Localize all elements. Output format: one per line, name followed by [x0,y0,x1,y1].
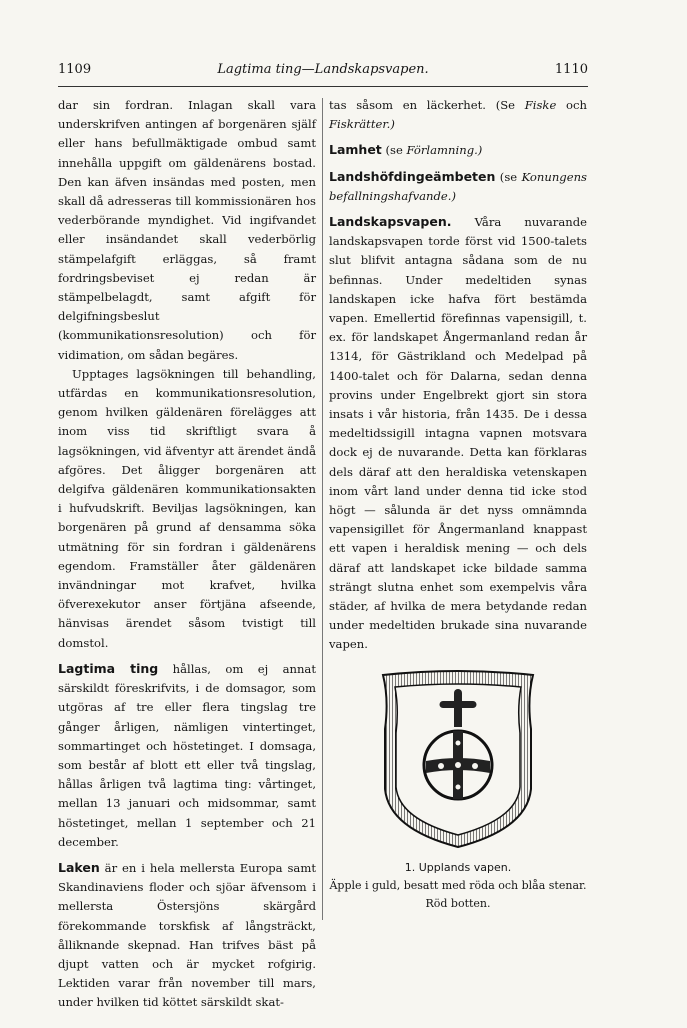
left-column [58,96,316,1013]
paragraph-upptages: Upptages lagsökningen till behandling, utfärdas en kommunikationsresolution, genom hvilken gäldenären föreläggеs att inom viss tid skriftligt svara å lagsökningen, vid äfventyr att ärendet ändå afgöres. Det åligger borgenären att delgifva gäldenären kommunikationsakten i hufvudskrift. Beviljas lagsökningen, kan borgenären på grund af densamma söka utmätning för sin fordran i gäldenärens egendom. Framställer åter gäldenären invändningar mot krafvet, hvilka öfverexekutor anser förtjäna afseende, hänvisas ärendet såsom tvistigt till domstol. [58,366,316,650]
continuation-text: tas såsom en läckerhet. (Se [329,98,525,112]
entry-lamhet [329,140,587,160]
entry-lagtima-ting [58,659,316,852]
entry-head-laken: Laken [58,859,100,875]
ref-forlamning: Förlamning.) [406,143,483,158]
entry-pre-lamhet: (se [381,143,407,158]
header-rule [58,86,588,87]
entry-head-landskapsvapen: Landskapsvapen. [329,214,452,230]
continuation-mid: och [556,98,587,112]
entry-head-lamhet: Lamhet [329,142,382,158]
entry-text-landskapsvapen: Våra nuvarande landskapsvapen torde först vid 1500-talets slut blifvit antagna sådana som de nu befinnas. Under medeltiden synas landskapen icke hafva fört bestämda vapen. Emellertid förefinnas vapensigill, t. ex. för landskapet Ångermanland redan år 1314, för Gästrikland och Medelpad på 1400-talet och för Dalarna, sedan denna provins under Engelbrekt gjort sin stora insats i vår historia, från 1435. De i dessa medeltidssigill intagna vapnen motsvara dock ej de nuvarande. Detta kan förklaras dels däraf att den heraldiska vetenskapen inom vårt land under denna tid icke stod högt — sålunda är det nyss omnämnda vapensigillet för Ångermanland knappast ett vapen i heraldisk mening — och dels däraf att landskapet icke bildade samma strängt slutna enhet som exempelvis våra städer, af hvilka de mera betydande redan under medeltiden brukade sina nuvarande vapen. [329,215,587,652]
running-title: Lagtima ting—Landskapsvapen. [217,62,429,77]
entry-laken [58,858,316,1013]
entry-landshofdingeambeten [329,167,587,206]
ref-konungens-befallningshafvande: Konungens befallningshafvande.) [329,169,587,203]
paragraph-inlagan: dar sin fordran. Inlagan skall vara underskrifven antingen af borgenären själf eller hans befullmäktigade ombud samt innehålla uppgift om gäldenärens bostad. Den kan äfven insändas med posten, men skall då adresseras till kommissionären hos vederbörande myndighet. Vid ingifvandet eller insändandet skall vederbörlig stämpelafgift erläggas, så framt fordringsbeviset ej redan är stämpelbelagdt, samt afgift för delgifningsbeslut (kommunikationsresolution) och för vidimation, om sådan begäres. [58,98,316,362]
entry-text-lagtima-ting: hållas, om ej annat särskildt föreskrifvits, i de domsagor, som utgöras af tre eller flera tingslag tre gånger årligen, nämligen vintertinget, sommartinget och höstetinget. I domsaga, som består af blott ett eller två tingslag, hållas årligen två lagtima ting: vårtinget, mellan 13 januari och midsommar, samt höstetinget, mellan 1 september och 21 december. [58,661,316,849]
figure-caption-title: 1. Upplands vapen. [404,860,512,874]
entry-text-laken: är en i hela mellersta Europa samt Skandinaviens floder och sjöar äfvensom i mellersta Östersjöns skärgård förekommande torskfisk af långsträckt, ålliknande skepnad. Han trifves bäst på djupt vatten och är mycket rofgirig. Lektiden varar från november till mars, under hvilken tid köttet särskildt skat- [58,860,316,1010]
column-divider [322,98,323,920]
right-column [329,96,587,913]
entry-landskapsvapen [329,212,587,655]
entry-head-landshofdingeambeten: Landshöfdingeämbeten [329,168,496,184]
page-header [58,62,588,84]
continuation-laken [329,96,587,134]
figure-caption-text: Äpple i guld, besatt med röda och blåa stenar. Röd botten. [329,878,587,910]
upplands-coat-of-arms-illustration [377,669,539,851]
ref-fiske: Fiske [524,98,557,112]
page-number-left: 1109 [58,62,92,77]
entry-head-lagtima-ting: Lagtima ting [58,660,159,676]
ref-fiskratter: Fiskrätter.) [329,117,395,132]
page-number-right: 1110 [554,62,588,77]
entry-pre-landshofdingeambeten: (se [495,169,522,184]
